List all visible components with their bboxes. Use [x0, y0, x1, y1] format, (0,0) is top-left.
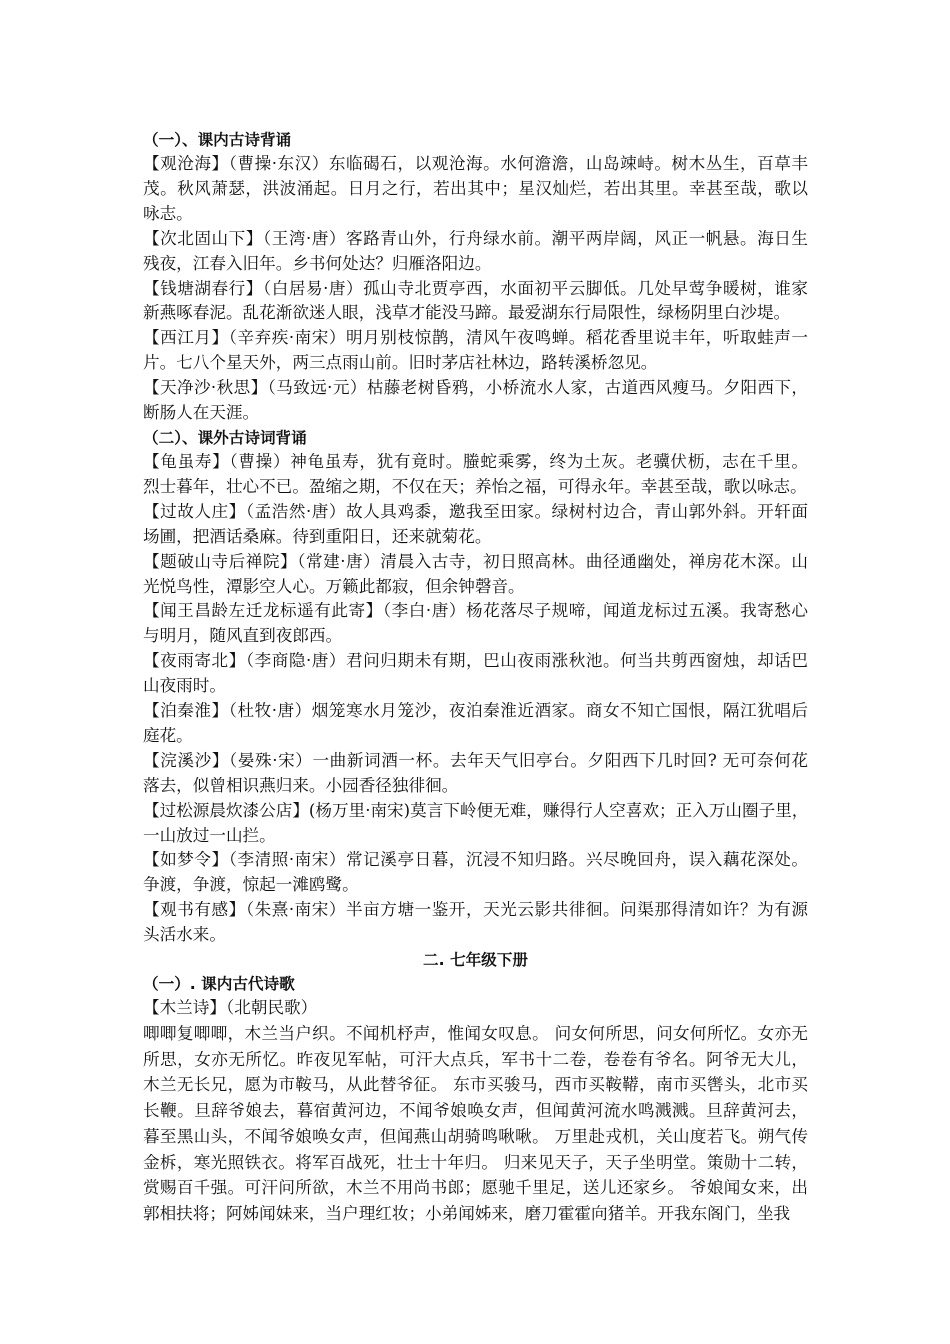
poem-paragraph	[143, 152, 808, 227]
poem-line: 断肠人在天涯。	[143, 403, 260, 423]
poem-line: 所思，女亦无所忆。昨夜见军帖，可汗大点兵，军书十二卷，卷卷有爷名。阿爷无大儿，	[143, 1049, 808, 1069]
poem-line: 山夜雨时。	[143, 676, 226, 696]
poem-paragraph	[143, 500, 808, 550]
poem-line: 头活水来。	[143, 925, 226, 945]
poem-line: 【过松源晨炊漆公店】(杨万里·南宋)莫言下岭便无难，赚得行人空喜欢；正入万山圈子里，	[143, 800, 808, 820]
poem-line: 一山放过一山拦。	[143, 825, 276, 845]
poem-list-inclass	[143, 152, 808, 426]
poem-paragraph	[143, 227, 808, 277]
document-page	[143, 128, 808, 1227]
poem-line: 金柝，寒光照铁衣。将军百战死，壮士十年归。 归来见天子，天子坐明堂。策勋十二转，	[143, 1152, 808, 1172]
poem-line: 【浣溪沙】（晏殊·宋）一曲新词酒一杯。去年天气旧亭台。夕阳西下几时回? 无可奈何花	[143, 750, 808, 770]
poem-line: 场圃，把酒话桑麻。待到重阳日，还来就菊花。	[143, 526, 492, 546]
poem-line: 【次北固山下】（王湾·唐）客路青山外，行舟绿水前。潮平两岸阔，风正一帆悬。海日生	[143, 228, 808, 248]
poem-paragraph	[143, 376, 808, 426]
poem-paragraph	[143, 799, 808, 849]
poem-line: 【夜雨寄北】（李商隐·唐）君问归期未有期，巴山夜雨涨秋池。何当共剪西窗烛，却话巴	[143, 651, 808, 671]
poem-line: 【钱塘湖春行】（白居易·唐）孤山寺北贾亭西，水面初平云脚低。几处早莺争暖树，谁家	[143, 278, 808, 298]
poem-line: 残夜，江春入旧年。乡书何处达？归雁洛阳边。	[143, 253, 492, 273]
poem-line: 落去，似曾相识燕归来。小园香径独徘徊。	[143, 775, 459, 795]
poem-line: 烈士暮年，壮心不已。盈缩之期，不仅在天；养怡之福，可得永年。幸甚至哉，歌以咏志。	[143, 476, 807, 496]
poem-paragraph	[143, 326, 808, 376]
poem-line: 郭相扶将；阿姊闻妹来，当户理红妆；小弟闻姊来，磨刀霍霍向猪羊。开我东阁门，坐我	[143, 1203, 791, 1223]
poem-line: 【西江月】（辛弃疾·南宋）明月别枝惊鹊，清风午夜鸣蝉。稻花香里说丰年，听取蛙声一	[143, 328, 808, 348]
poem-line: 与明月，随风直到夜郎西。	[143, 626, 343, 646]
poem-list-extracurricular	[143, 450, 808, 948]
poem-paragraph	[143, 599, 808, 649]
poem-line: 争渡，争渡，惊起一滩鸥鹭。	[143, 875, 359, 895]
poem-paragraph	[143, 550, 808, 600]
poem-line: 新燕啄春泥。乱花渐欲迷人眼，浅草才能没马蹄。最爱湖东行局限性，绿杨阴里白沙堤。	[143, 303, 791, 323]
poem-line: 咏志。	[143, 203, 193, 223]
poem-paragraph	[143, 450, 808, 500]
grade-heading: 二. 七年级下册	[423, 951, 528, 970]
mulan-poem-text	[143, 1021, 808, 1227]
section-heading: （二）、课外古诗词背诵	[143, 428, 307, 447]
poem-line: 【泊秦淮】（杜牧·唐）烟笼寒水月笼沙，夜泊秦淮近酒家。商女不知亡国恨，隔江犹唱后	[143, 701, 808, 721]
poem-paragraph	[143, 898, 808, 948]
section-heading: （一）、课内古诗背诵	[143, 131, 292, 149]
poem-line: 茂。秋风萧瑟，洪波涌起。日月之行，若出其中；星汉灿烂，若出其里。幸甚至哉，歌以	[143, 178, 808, 198]
poem-line: 【题破山寺后禅院】（常建·唐）清晨入古寺，初日照高林。曲径通幽处，禅房花木深。山	[143, 551, 808, 571]
poem-line: 片。七八个星天外，两三点雨山前。旧时茅店社林边，路转溪桥忽见。	[143, 353, 658, 373]
poem-line: 【观书有感】（朱熹·南宋）半亩方塘一鉴开，天光云影共徘徊。问渠那得清如许？为有源	[143, 900, 808, 920]
poem-line: 【如梦令】（李清照·南宋）常记溪亭日暮，沉浸不知归路。兴尽晚回舟，误入藕花深处。	[143, 850, 808, 870]
poem-line: 赏赐百千强。可汗问所欲，木兰不用尚书郎；愿驰千里足，送儿还家乡。 爷娘闻女来，出	[143, 1178, 808, 1198]
poem-paragraph	[143, 749, 808, 799]
poem-line: 庭花。	[143, 725, 193, 745]
poem-line: 长鞭。旦辞爷娘去，暮宿黄河边，不闻爷娘唤女声，但闻黄河流水鸣溅溅。旦辞黄河去，	[143, 1101, 808, 1121]
poem-paragraph	[143, 848, 808, 898]
poem-line: 光悦鸟性，潭影空人心。万籁此都寂，但余钟磬音。	[143, 576, 525, 596]
poem-title: 【木兰诗】（北朝民歌）	[143, 998, 318, 1018]
poem-line: 【观沧海】（曹操·东汉）东临碣石，以观沧海。水何澹澹，山岛竦峙。树木丛生，百草丰	[143, 154, 808, 173]
poem-paragraph	[143, 699, 808, 749]
poem-line: 木兰无长兄，愿为市鞍马，从此替爷征。 东市买骏马，西市买鞍鞯，南市买辔头，北市买	[143, 1075, 808, 1095]
poem-paragraph	[143, 277, 808, 327]
poem-line: 【龟虽寿】（曹操）神龟虽寿，犹有竟时。螣蛇乘雾，终为土灰。老骥伏枥，志在千里。	[143, 451, 808, 471]
poem-line: 【过故人庄】（孟浩然·唐）故人具鸡黍，邀我至田家。绿树村边合，青山郭外斜。开轩面	[143, 501, 808, 521]
poem-line: 【天净沙·秋思】（马致远·元）枯藤老树昏鸦，小桥流水人家，古道西风瘦马。夕阳西下，	[143, 378, 808, 398]
poem-line: 暮至黑山头，不闻爷娘唤女声，但闻燕山胡骑鸣啾啾。 万里赴戎机，关山度若飞。朔气传	[143, 1126, 808, 1146]
poem-line: 【闻王昌龄左迁龙标遥有此寄】（李白·唐）杨花落尽子规啼，闻道龙标过五溪。我寄愁心	[143, 601, 808, 621]
poem-line: 唧唧复唧唧，木兰当户织。不闻机杼声，惟闻女叹息。 问女何所思，问女何所忆。女亦无	[143, 1024, 808, 1043]
poem-paragraph	[143, 649, 808, 699]
section-heading: （一）. 课内古代诗歌	[143, 975, 295, 994]
